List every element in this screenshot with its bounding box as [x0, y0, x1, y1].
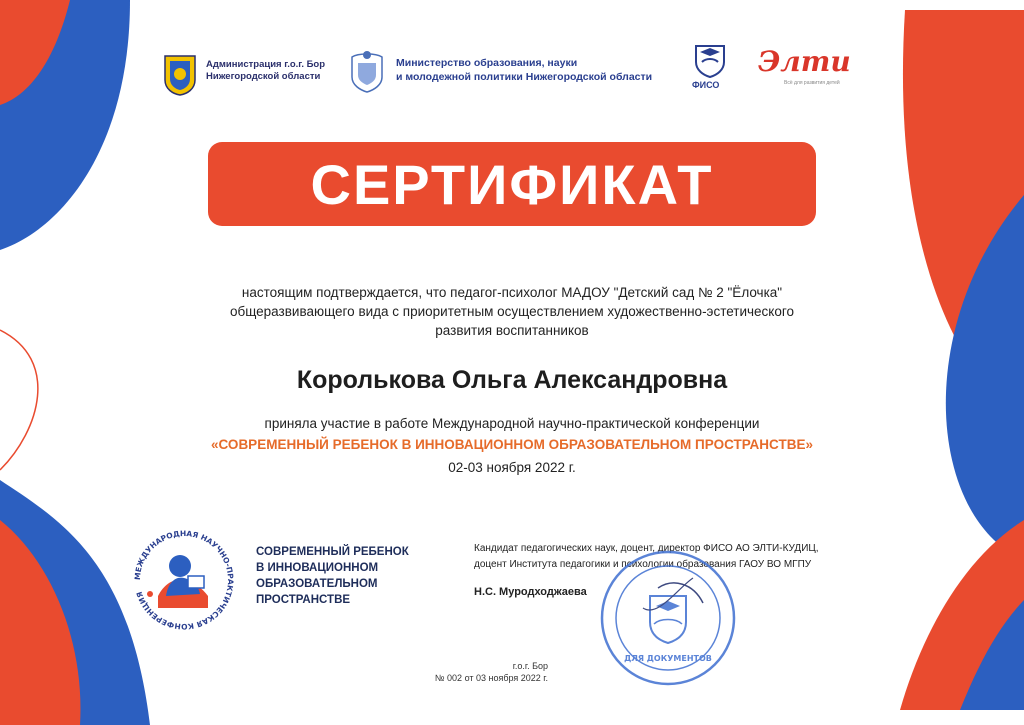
- signatory-name: Н.С. Муродходжаева: [474, 586, 587, 598]
- conf-logo-line-4: ПРОСТРАНСТВЕ: [256, 594, 351, 606]
- ministry-line-1: Министерство образования, науки: [396, 57, 578, 69]
- conference-logo-text: [256, 544, 409, 608]
- conference-logo-icon: [128, 524, 240, 636]
- left-curve-line: [0, 330, 38, 470]
- conference-title: «СОВРЕМЕННЫЙ РЕБЕНОК В ИННОВАЦИОННОМ ОБРАЗОВАТЕЛЬНОМ ПРОСТРАНСТВЕ»: [211, 437, 813, 452]
- fiso-label: ФИСО: [692, 80, 720, 90]
- elti-logo-text: Элти: [758, 45, 851, 78]
- signatory-position-2: доцент Института педагогики и психологии образования ГАОУ ВО МГПУ: [474, 559, 812, 570]
- ministry-coat-of-arms-icon: [344, 47, 390, 93]
- ring-text: МЕЖДУНАРОДНАЯ НАУЧНО-ПРАКТИЧЕСКАЯ КОНФЕРЕНЦИЯ: [132, 528, 236, 632]
- conference-dates: 02-03 ноября 2022 г.: [448, 460, 576, 475]
- ministry-line-2: и молодежной политики Нижегородской области: [396, 71, 653, 83]
- footer-city: г.о.г. Бор: [512, 661, 548, 671]
- signatory-position-1: Кандидат педагогических наук, доцент, директор ФИСО АО ЭЛТИ-КУДИЦ,: [474, 543, 819, 554]
- conf-logo-line-2: В ИННОВАЦИОННОМ: [256, 562, 379, 574]
- admin-line-1: Администрация г.о.г. Бор: [206, 59, 326, 70]
- stamp-center-text: ДЛЯ ДОКУМЕНТОВ: [624, 654, 712, 663]
- conf-logo-line-1: СОВРЕМЕННЫЙ РЕБЕНОК: [256, 546, 409, 558]
- footer-block: [380, 660, 548, 684]
- certificate-title: СЕРТИФИКАТ: [310, 152, 714, 216]
- intro-line-2: общеразвивающего вида с приоритетным осуществлением художественно-эстетического: [229, 304, 795, 319]
- intro-line-1: настоящим подтверждается, что педагог-психолог МАДОУ "Детский сад № 2 "Ёлочка": [241, 285, 783, 300]
- elti-tagline: Всё для развития детей: [784, 80, 840, 86]
- fiso-logo-icon: [688, 40, 732, 80]
- recipient-name: Королькова Ольга Александровна: [296, 366, 728, 394]
- admin-emblem-icon: [163, 54, 197, 96]
- intro-text: [150, 283, 874, 340]
- official-stamp-icon: [598, 548, 738, 688]
- admin-line-2: Нижегородской области: [206, 71, 321, 82]
- admin-label: [206, 59, 325, 83]
- ministry-label: [396, 56, 652, 84]
- conf-logo-line-3: ОБРАЗОВАТЕЛЬНОМ: [256, 578, 378, 590]
- title-banner: [208, 142, 816, 226]
- intro-line-3: развития воспитанников: [435, 323, 589, 338]
- certificate-number: № 002 от 03 ноября 2022 г.: [434, 673, 548, 683]
- participation-text: приняла участие в работе Международной научно-практической конференции: [264, 416, 760, 431]
